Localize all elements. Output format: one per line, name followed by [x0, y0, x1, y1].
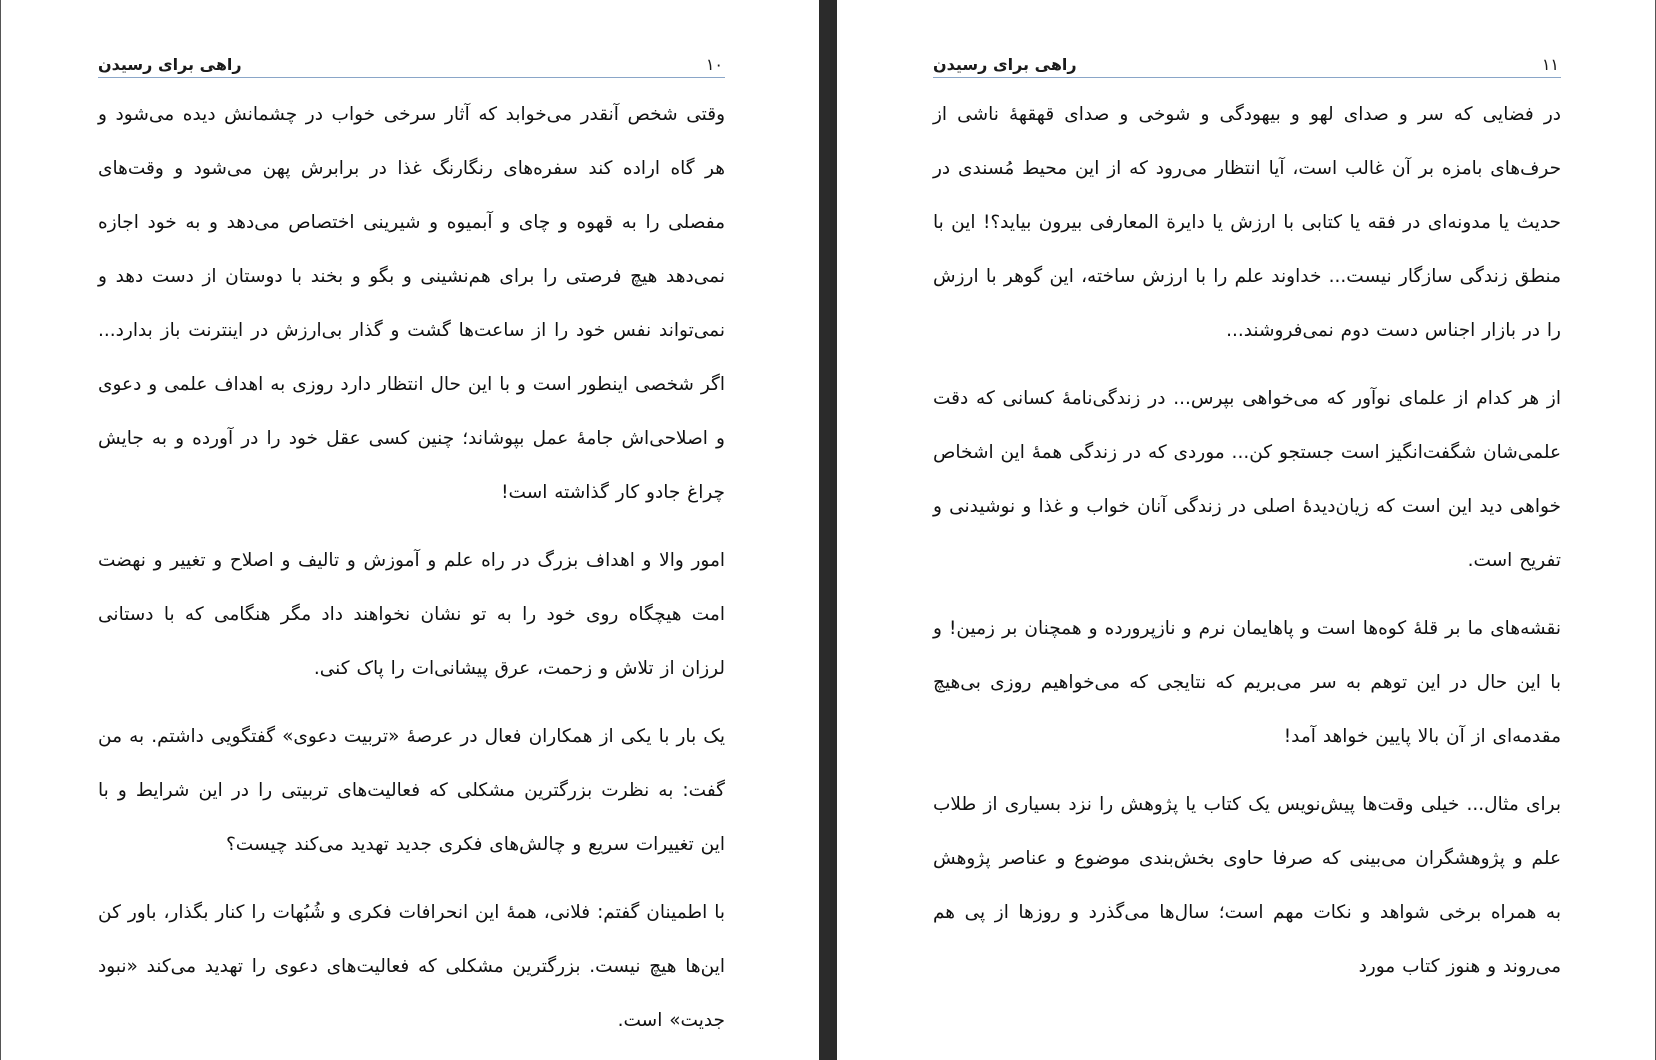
paragraph: با اطمینان گفتم: فلانی، همهٔ این انحرافات فکری و شُبُهات را کنار بگذار، باور کن این‌ها هیچ نیست. بزرگترین مشکلی که فعالیت‌های دعوی را تهدید می‌کند «نبود جدیت» است. — [98, 902, 725, 1031]
page-number: ۱۱ — [1541, 55, 1559, 74]
right-page-header — [933, 48, 1561, 78]
paragraph: نقشه‌های ما بر قلهٔ کوه‌ها است و پاهایمان نرم و نازپرورده و همچنان بر زمین! و با این حال در این توهم به سر می‌بریم که نتایجی که می‌خواهیم روزی بی‌هیچ مقدمه‌ای از آن بالا پایین خواهد آمد! — [933, 618, 1561, 747]
paragraph: امور والا و اهداف بزرگ در راه علم و آموزش و تالیف و اصلاح و تغییر و نهضت امت هیچگاه روی خود را به تو نشان نخواهند داد مگر هنگامی که با دستانی لرزان از تلاش و زحمت، عرق پیشانی‌ات را پاک کنی. — [98, 550, 725, 679]
paragraph: در فضایی که سر و صدای لهو و بیهودگی و شوخی و صدای قهقههٔ ناشی از حرف‌های بامزه بر آن غالب است، آیا انتظار می‌رود که از این محیط مُسندی در حدیث یا مدونه‌ای در فقه یا کتابی با ارزش یا دایرة المعارفی بیرون بیاید؟! این با منطق زندگی سازگار نیست... خداوند علم را با ارزش ساخته، این گوهر با ارزش را در بازار اجناس دست دوم نمی‌فروشند... — [933, 104, 1561, 341]
paragraph: یک بار با یکی از همکاران فعال در عرصهٔ «تربیت دعوی» گفتگویی داشتم. به من گفت: به نظرت بزرگترین مشکلی که فعالیت‌های تربیتی را در این شرایط و با این تغییرات سریع و چالش‌های فکری جدید تهدید می‌کند چیست؟ — [98, 726, 725, 855]
left-page-body — [98, 88, 725, 1060]
paragraph: از هر کدام از علمای نوآور که می‌خواهی بپرس... در زندگی‌نامهٔ کسانی که دقت علمی‌شان شگفت‌انگیز است جستجو کن... موردی که در زندگی همهٔ این اشخاص خواهی دید این است که زیان‌دیدهٔ اصلی در زندگی آنان خواب و غذا و نوشیدنی و تفریح است. — [933, 388, 1561, 571]
right-page — [837, 0, 1655, 1060]
paragraph: برای مثال... خیلی وقت‌ها پیش‌نویس یک کتاب یا پژوهش را نزد بسیاری از طلاب علم و پژوهشگران می‌بینی که صرفا حاوی بخش‌بندی موضوع و عناصر پژوهش به همراه برخی شواهد و نکات مهم است؛ سال‌ها می‌گذرد و روزها از پی هم می‌روند و هنوز کتاب مورد — [933, 794, 1561, 977]
right-page-body — [933, 88, 1561, 1008]
running-title: راهی برای رسیدن — [98, 55, 242, 74]
left-page-header — [98, 48, 725, 78]
left-page — [2, 0, 819, 1060]
book-gutter — [819, 0, 837, 1060]
running-title: راهی برای رسیدن — [933, 55, 1077, 74]
page-number: ۱۰ — [705, 55, 723, 74]
paragraph: وقتی شخص آنقدر می‌خوابد که آثار سرخی خواب در چشمانش دیده می‌شود و هر گاه اراده کند سفره‌های رنگارنگ غذا در برابرش پهن می‌شود و وقت‌های مفصلی را به قهوه و چای و آبمیوه و شیرینی اختصاص می‌دهد و به خود اجازه نمی‌دهد هیچ فرصتی را برای هم‌نشینی و بگو و بخند با دوستان از دست دهد و نمی‌تواند نفس خود را از ساعت‌ها گشت و گذار بی‌ارزش در اینترنت باز بدارد... اگر شخصی اینطور است و با این حال انتظار دارد روزی به اهداف علمی و دعوی و اصلاحی‌اش جامهٔ عمل بپوشاند؛ چنین کسی عقل خود را در آورده و به جایش چراغ جادو کار گذاشته است! — [98, 104, 725, 503]
